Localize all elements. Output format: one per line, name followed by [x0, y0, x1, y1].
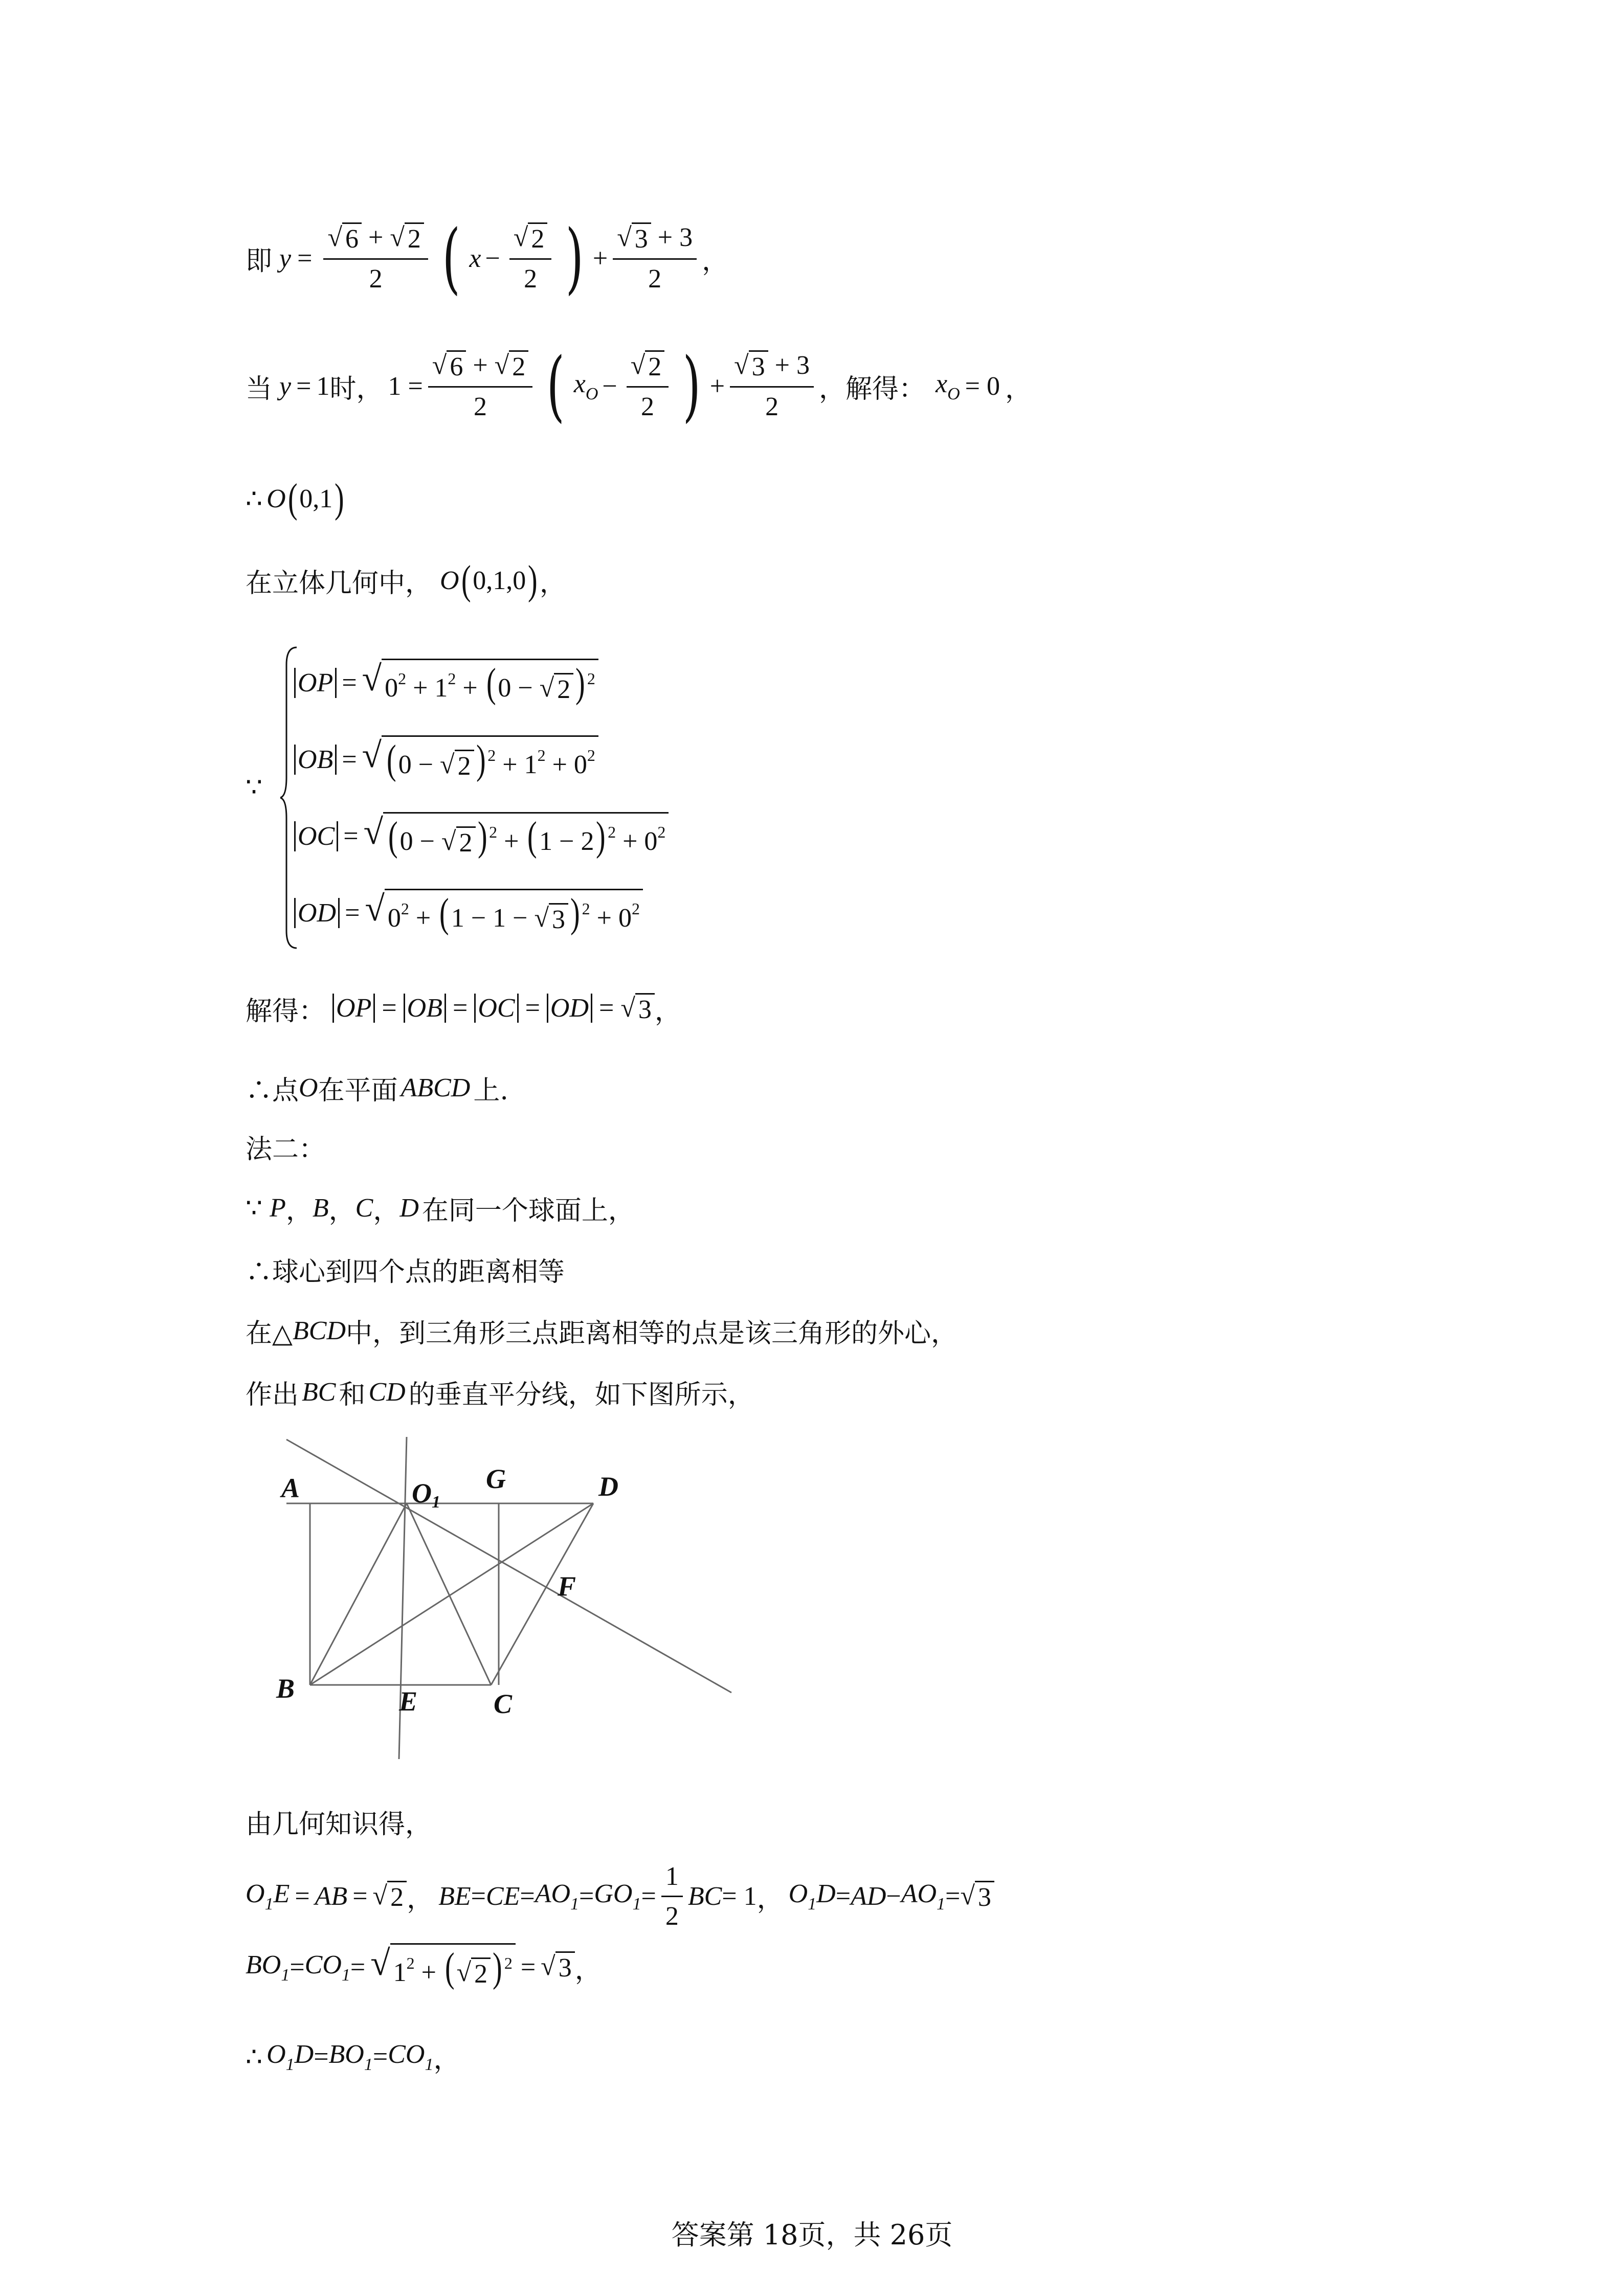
label-c: C [494, 1689, 513, 1719]
text-line-7: ∴点 O 在平面 ABCD 上. [246, 1073, 508, 1106]
label-e: E [399, 1686, 418, 1717]
text-line-12: 作出 BC 和 CD 的垂直平分线，如下图所示， [246, 1378, 754, 1410]
page-footer: 答案第 18页，共 26页 [671, 2219, 953, 2251]
label-f: F [558, 1571, 576, 1602]
segment-o1c [407, 1503, 491, 1685]
system-row-oc: OC = √ (0 − √ 2 ) $^2$ + (1 − 2) $^2 + 0^2$ [294, 798, 669, 874]
segment-bd [310, 1503, 593, 1685]
equation-line-16: ∴ $O_1D$ = $BO_1$ = $CO_1$ ， [246, 2040, 460, 2075]
equation-system [294, 644, 669, 951]
label-d: D [598, 1471, 618, 1502]
text-line-11: 在△ BCD 中，到三角形三点距离相等的点是该三角形的外心， [246, 1316, 958, 1349]
text-line-10: ∴球心到四个点的距离相等 [246, 1257, 565, 1288]
text-line-9: ∵ P ， B ， C ， D 在同一个球面上， [246, 1192, 635, 1226]
text-line-8: 法二： [246, 1134, 326, 1165]
text-line-13: 由几何知识得， [246, 1809, 432, 1840]
equation-line-4: 在立体几何中， O ( 0,1,0 ) ， [246, 558, 566, 603]
segment-cd [491, 1503, 593, 1685]
therefore-symbol: ∵ [246, 772, 263, 803]
text-prefix: 当 [246, 373, 273, 404]
system-row-op: OP = √ $0^2 + 1^2 + (0$ − √ 2 ) $^2$ [294, 644, 669, 721]
label-o1: O1 [412, 1478, 440, 1512]
label-g: G [486, 1464, 506, 1494]
equation-line-15: $BO_1$ = $CO_1$ = √ $1^2$ + ( √ 2 ) $^2$ = √ 3 ， [246, 1944, 602, 1990]
equation-line-6: 解得： OP = OB = OC = OD = √ 3 ， [246, 993, 681, 1027]
label-b: B [276, 1673, 295, 1704]
equation-line-14: $O_1E$ = AB = √ 2 ， BE = CE = $AO_1$ = $GO_1$ = $\frac{1}{2}$ BC = 1 ， $O_1D$ = AD − $AO_1$ = √ 3 [246, 1861, 994, 1931]
equation-line-2: 当 y = 1 时， 1 = √ 6 + √ 2 2 ( $x_O$ − √ 2 2 ) + √ 3 + 3 2 ，解得： $x_O$ = 0 ， [246, 342, 1032, 431]
system-row-ob: OB = √ (0 − √ 2 ) $^2 + 1^2 + 0^2$ [294, 721, 669, 798]
equation-line-3: ∴ O ( 0,1 ) [246, 476, 344, 521]
system-row-od: OD = √ $0^2 + (1 - 1$ − √ 3 ) $^2 + 0^2$ [294, 874, 669, 951]
text-prefix: 即 [246, 245, 273, 277]
label-a: A [281, 1473, 300, 1503]
segment-o1b [310, 1503, 407, 1685]
geometry-figure [246, 1432, 747, 1769]
equation-line-1: 即 y = √ 6 + √ 2 2 ( x − √ 2 2 ) + √ 3 + 3 2 ， [246, 214, 729, 303]
